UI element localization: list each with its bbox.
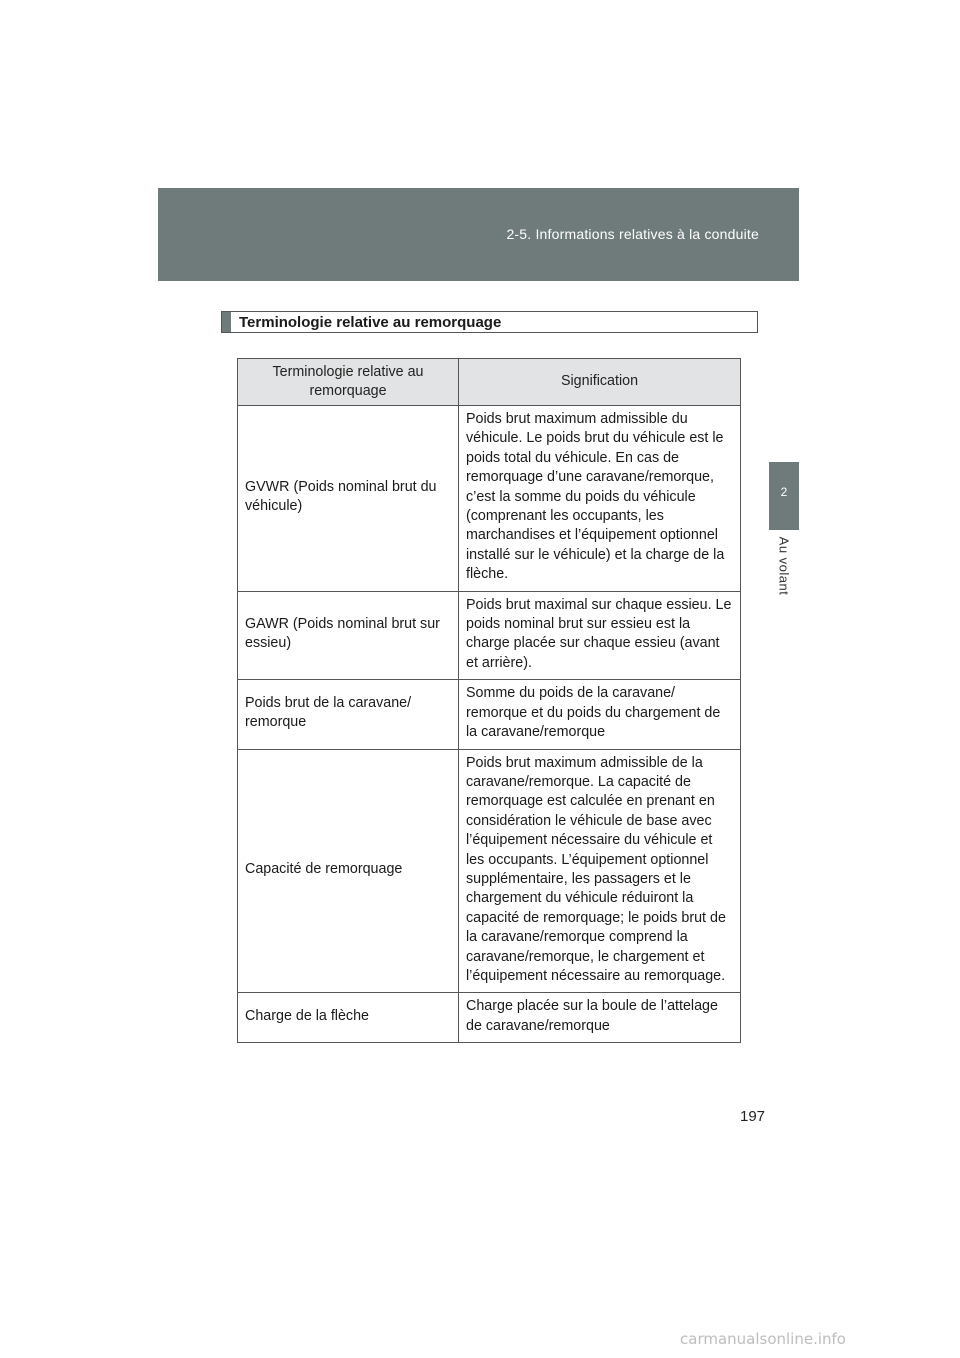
chapter-number: 2	[780, 485, 788, 499]
table-header-row	[238, 359, 741, 406]
term-cell: GAWR (Poids nominal brut sur essieu)	[238, 591, 459, 680]
header-section-title: 2-5. Informations relatives à la conduite	[506, 226, 759, 242]
meaning-cell: Poids brut maximal sur chaque essieu. Le poids nominal brut sur essieu est la charge placée sur chaque essieu (avant et arrière).	[459, 591, 741, 680]
table-row	[238, 749, 741, 993]
table-row	[238, 993, 741, 1043]
section-title-marker	[222, 312, 231, 332]
term-cell: Charge de la flèche	[238, 993, 459, 1043]
meaning-cell: Somme du poids de la caravane/ remorque et du poids du chargement de la caravane/remorque	[459, 680, 741, 749]
table-row	[238, 680, 741, 749]
terminology-table	[237, 358, 741, 1043]
chapter-label: Au volant	[776, 536, 792, 596]
header-band	[158, 188, 799, 281]
term-cell: Poids brut de la caravane/ remorque	[238, 680, 459, 749]
term-cell: GVWR (Poids nominal brut du véhicule)	[238, 406, 459, 592]
watermark: carmanualsonline.info	[680, 1330, 846, 1348]
meaning-cell: Poids brut maximum admissible du véhicule. Le poids brut du véhicule est le poids total du véhicule. En cas de remorquage d’une caravane/remorque, c’est la somme du poids du véhicule (comprenant les occupants, les marchandises et l’équipement optionnel installé sur le véhicule) et la charge de la flèche.	[459, 406, 741, 592]
section-title-box	[221, 311, 758, 333]
page-number: 197	[740, 1108, 766, 1125]
column-header-term: Terminologie relative au remorquage	[238, 359, 459, 406]
section-title: Terminologie relative au remorquage	[239, 314, 502, 331]
meaning-cell: Charge placée sur la boule de l’attelage de caravane/remorque	[459, 993, 741, 1043]
table-row	[238, 591, 741, 680]
table-row	[238, 406, 741, 592]
meaning-cell: Poids brut maximum admissible de la caravane/remorque. La capacité de remorquage est calculée en prenant en considération le véhicule de base avec l’équipement nécessaire du véhicule et les occupants. L’équipement optionnel supplémentaire, les passagers et le chargement du véhicule réduiront la capacité de remorquage; le poids brut de la caravane/remorque comprend la caravane/remorque, le chargement et l’équipement nécessaire au remorquage.	[459, 749, 741, 993]
chapter-tab	[769, 462, 799, 530]
column-header-meaning: Signification	[459, 359, 741, 406]
term-cell: Capacité de remorquage	[238, 749, 459, 993]
